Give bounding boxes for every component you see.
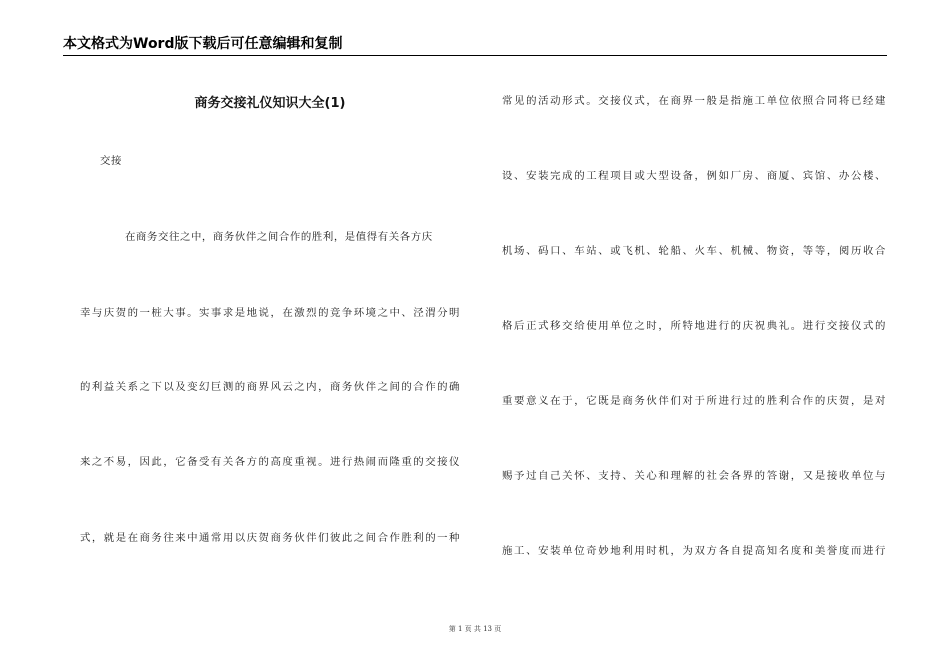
header-text: 本文格式为Word版下载后可任意编辑和复制 (63, 36, 343, 52)
paragraph-line: 设、安装完成的工程项目或大型设备，例如厂房、商厦、宾馆、办公楼、 (502, 170, 886, 182)
document-title: 商务交接礼仪知识大全(1) (194, 96, 346, 111)
paragraph-line: 施工、安装单位奇妙地利用时机，为双方各自提高知名度和美誉度而进行 (502, 545, 886, 557)
paragraph-line: 来之不易，因此，它备受有关各方的高度重视。进行热闹而隆重的交接仪 (80, 456, 460, 468)
paragraph-line: 格后正式移交给使用单位之时，所特地进行的庆祝典礼。进行交接仪式的 (502, 320, 886, 332)
paragraph-line: 式，就是在商务往来中通常用以庆贺商务伙伴们彼此之间合作胜利的一种 (80, 532, 460, 544)
paragraph-line: 赐予过自己关怀、支持、关心和理解的社会各界的答谢，又是接收单位与 (502, 470, 886, 482)
paragraph-line: 的利益关系之下以及变幻巨测的商界风云之内，商务伙伴之间的合作的确 (80, 381, 460, 393)
page-header (63, 31, 887, 56)
section-heading: 交接 (100, 155, 122, 167)
paragraph-line: 常见的活动形式。交接仪式，在商界一般是指施工单位依照合同将已经建 (502, 95, 886, 107)
page-footer: 第 1 页 共 13 页 (448, 625, 502, 633)
paragraph-line: 机场、码口、车站、或飞机、轮船、火车、机械、物资，等等，阅历收合 (502, 245, 886, 257)
paragraph-line: 在商务交往之中，商务伙伴之间合作的胜利，是值得有关各方庆 (125, 231, 433, 243)
paragraph-line: 幸与庆贺的一桩大事。实事求是地说，在激烈的竞争环境之中、泾渭分明 (80, 307, 460, 319)
paragraph-line: 重要意义在于，它既是商务伙伴们对于所进行过的胜利合作的庆贺，是对 (502, 395, 886, 407)
